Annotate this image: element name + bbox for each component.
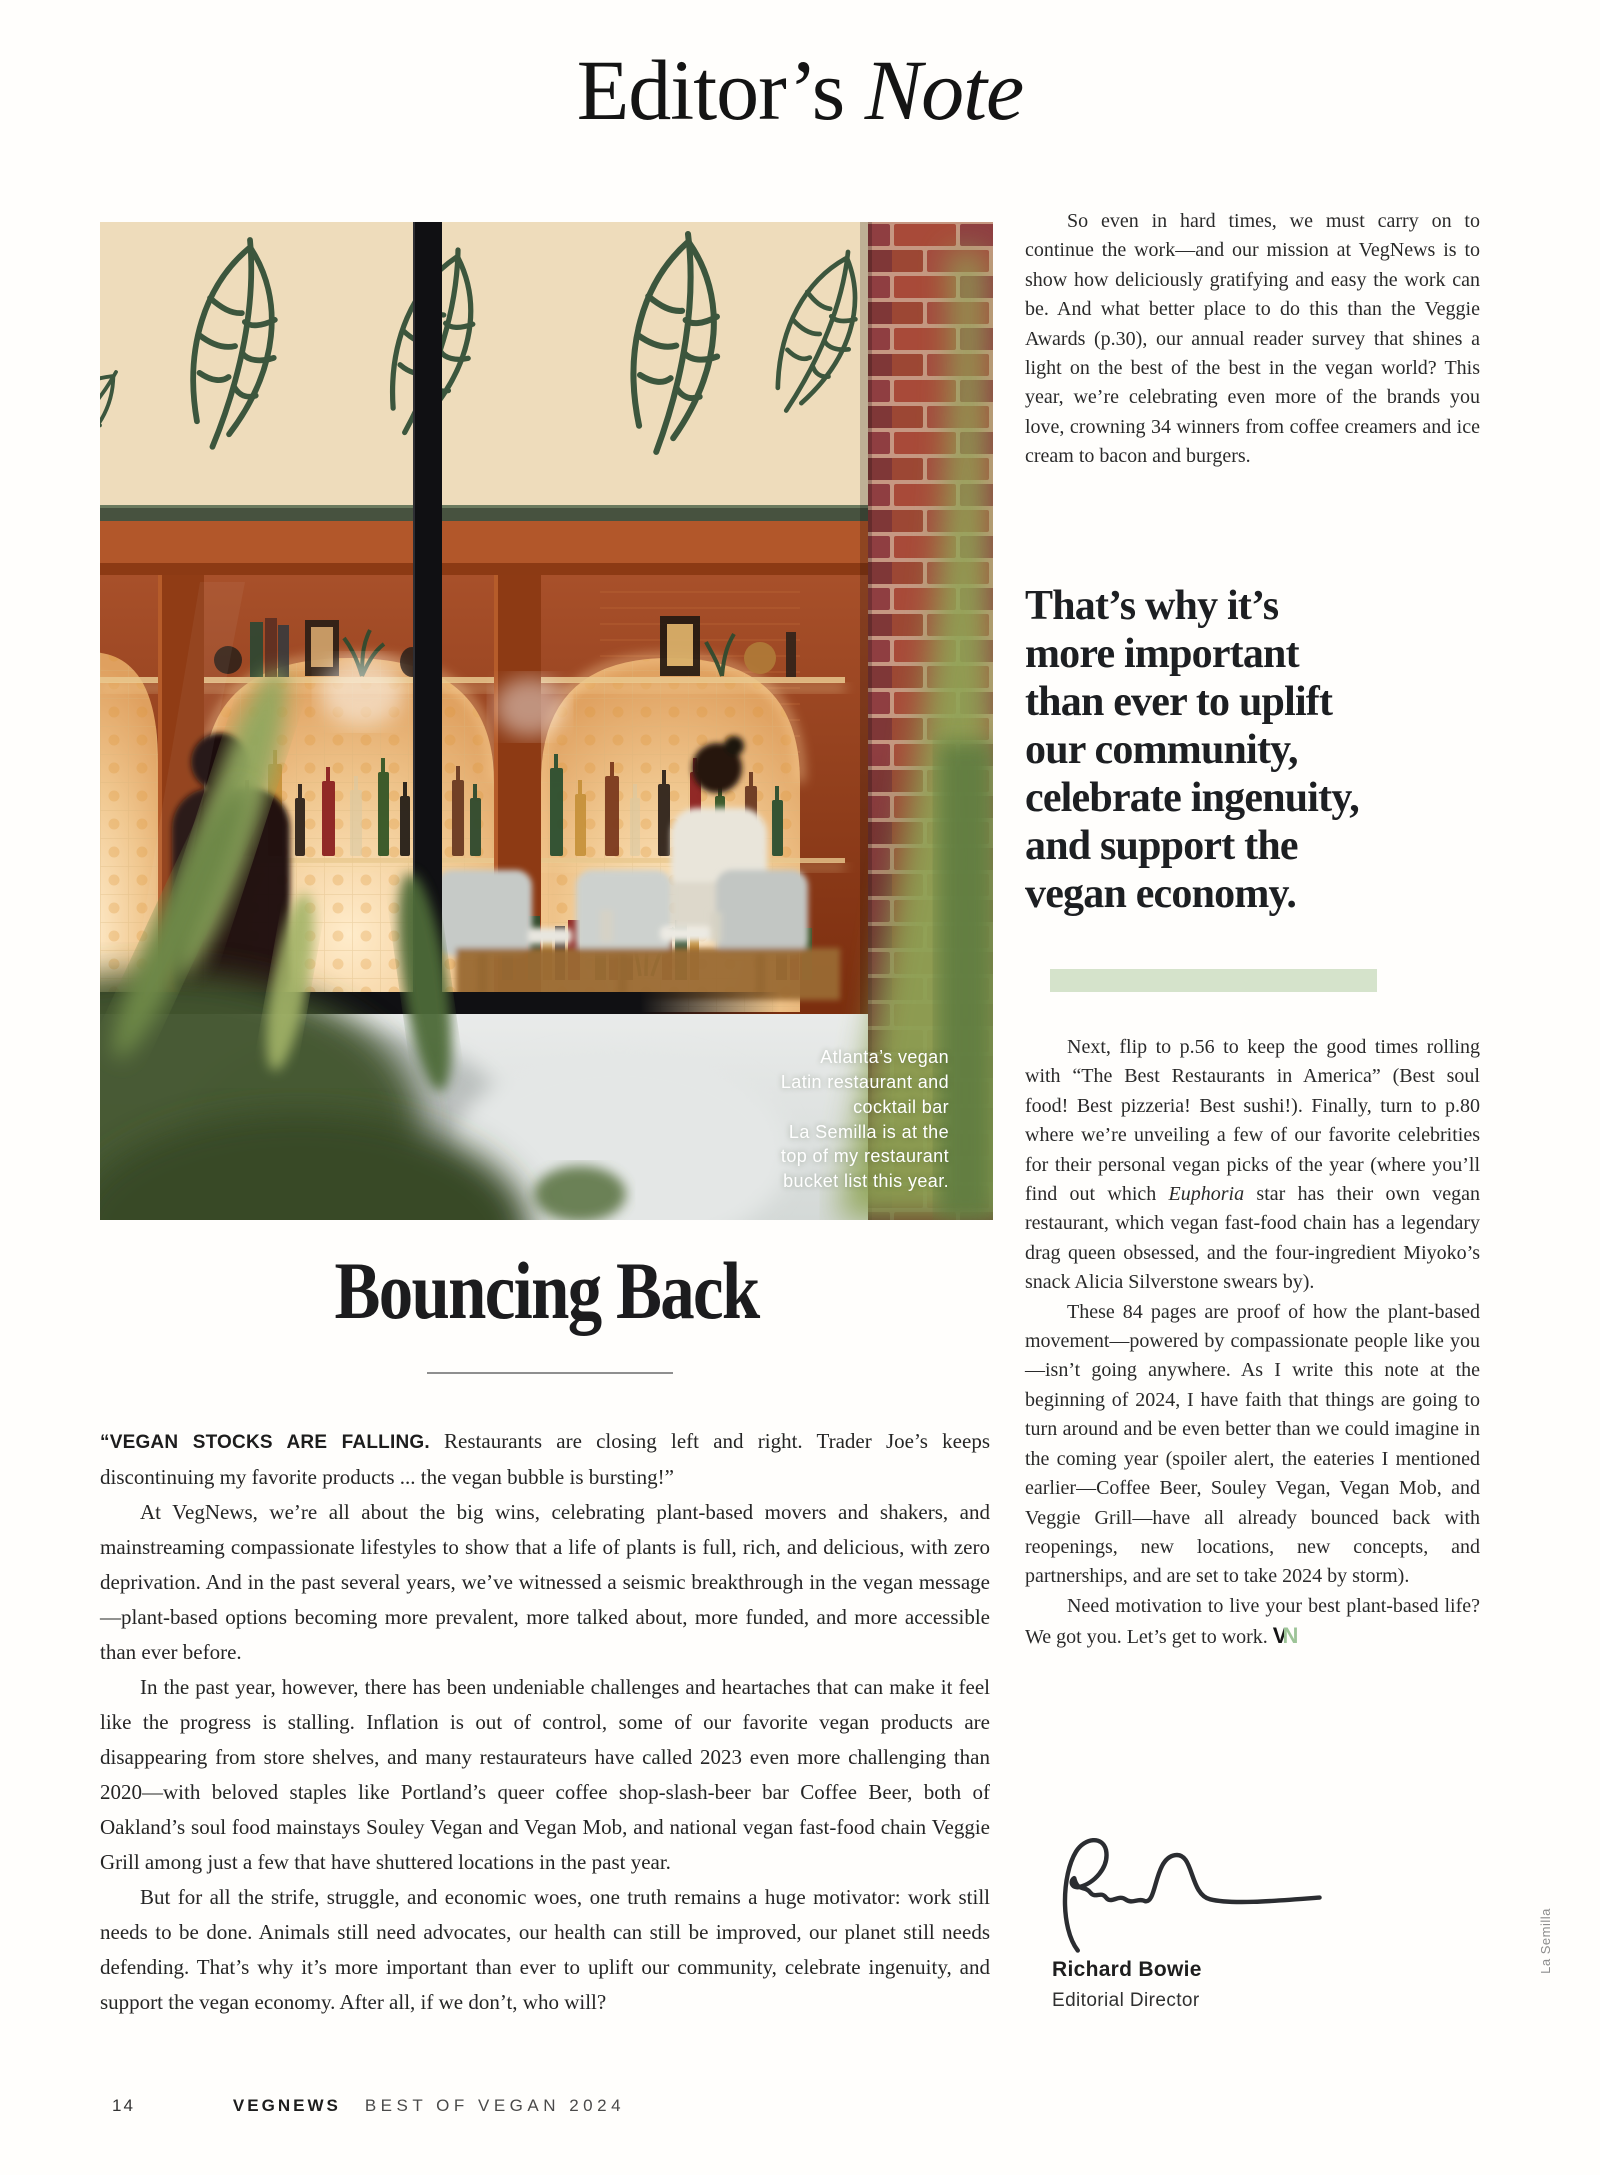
right-column-body: [1025, 1033, 1480, 1653]
caption-line: Atlanta’s vegan: [820, 1047, 949, 1068]
vegnews-logo: [1273, 1623, 1299, 1648]
article-headline: Bouncing Back: [334, 1245, 759, 1336]
headline-rule: [427, 1372, 673, 1374]
caption-line: top of my restaurant: [780, 1146, 949, 1167]
paragraph-text: Next, flip to p.56 to keep the good times rolling with “The Best Restaurants in America” (Best soul food! Best pizzeria! Best sushi!). Finally, turn to p.80 where we’re unveiling a few of our favorite celebrities for their personal vegan picks of the year (where you’ll find out which: [1025, 1036, 1480, 1206]
photo-credit-vertical: La Semilla: [1538, 1908, 1553, 1974]
footer-page-number: 14: [112, 2096, 135, 2115]
article-paragraph: But for all the strife, struggle, and economic woes, one truth remains a huge motivator: work still needs to be done. Animals still need advocates, our health can still be improved, our planet still needs defending. That’s why it’s more important than ever to uplift our community, celebrate ingenuity, and support the vegan economy. After all, if we don’t, who will?: [100, 1885, 990, 2014]
caption-line: bucket list this year.: [783, 1171, 949, 1192]
accent-bar: [1050, 969, 1377, 992]
right-paragraph: These 84 pages are proof of how the plant-based movement—powered by compassionate people like you—isn’t going anywhere. As I write this note at the beginning of 2024, I have faith that things are going to turn around and be even better than we could imagine in the coming year (spoiler alert, the eateries I mentioned earlier—Coffee Beer, Souley Vegan, Vegan Mob, and Veggie Grill—have all already bounced back with reopenings, new locations, new concepts, and partnerships, and are set to take 2024 by storm).: [1025, 1300, 1480, 1588]
pull-quote-line: our community,: [1025, 727, 1298, 773]
right-paragraph: [1025, 1592, 1480, 1653]
right-paragraph: So even in hard times, we must carry on to continue the work—and our mission at VegNews is to show how deliciously gratifying and easy the work can be. And what better place to do this than the Veggie Awards (p.30), our annual reader survey that shines a light on the best of the best in the vegan world? This year, we’re celebrating even more of the brands you love, crowning 34 winners from coffee creamers and ice cream to bacon and burgers.: [1025, 210, 1480, 468]
article-body: [100, 1424, 990, 2020]
caption-line: Latin restaurant and: [780, 1072, 949, 1093]
lead-in-text: “VEGAN STOCKS ARE FALLING.: [100, 1432, 430, 1453]
pull-quote-line: than ever to uplift: [1025, 679, 1333, 725]
bar-seating: [436, 870, 840, 1000]
pull-quote-line: That’s why it’s: [1025, 583, 1279, 629]
page-footer: [112, 2096, 625, 2116]
page-title: [0, 40, 1600, 140]
signature-flourish: [1046, 1828, 1346, 1953]
vegnews-logo-n: N: [1282, 1623, 1299, 1649]
photo-caption: [781, 1045, 949, 1194]
article-paragraph-lead: [100, 1424, 990, 1495]
right-paragraph: [1025, 1033, 1480, 1298]
italic-title: Euphoria: [1168, 1183, 1245, 1206]
page-title-main: Editor’s: [576, 42, 845, 138]
signature-role: Editorial Director: [1052, 1990, 1200, 2011]
paragraph-text: star has their own vegan restaurant, which vegan fast-food chain has a legendary drag queen obsessed, and the four-ingredient Miyoko’s snack Alicia Silverstone swears by).: [1025, 1183, 1480, 1294]
caption-line: La Semilla is at the: [788, 1121, 949, 1142]
right-column-intro: [1025, 207, 1480, 472]
pull-quote-line: vegan economy.: [1025, 871, 1297, 917]
vegnews-logo-v: V: [1272, 1623, 1283, 1649]
footer-issue-name: BEST OF VEGAN 2024: [364, 2096, 626, 2115]
footer-magazine-name: VEGNEWS: [232, 2096, 341, 2115]
paragraph-text: Need motivation to live your best plant-based life? We got you. Let’s get to work.: [1025, 1594, 1480, 1649]
signature-name: Richard Bowie: [1052, 1958, 1202, 1981]
article-paragraph: In the past year, however, there has been undeniable challenges and heartaches that can make it feel like the progress is stalling. Inflation is out of control, some of our favorite vegan products are disappearing from store shelves, and many restaurateurs have called 2023 even more challenging than 2020—with beloved staples like Portland’s queer coffee shop-slash-beer bar Coffee Beer, both of Oakland’s soul food mainstays Souley Vegan and Vegan Mob, and national vegan fast-food chain Veggie Grill among just a few that have shuttered locations in the past year.: [100, 1675, 990, 1874]
lead-rest-text: Restaurants are closing left and right. Trader Joe’s keeps discontinuing my favorite products ... the vegan bubble is bursting!”: [100, 1429, 990, 1489]
article-paragraph: At VegNews, we’re all about the big wins, celebrating plant-based movers and shakers, and mainstreaming compassionate lifestyles to show that a life of plants is full, rich, and delicious, with zero deprivation. And in the past several years, we’ve witnessed a seismic breakthrough in the vegan message—plant-based options becoming more prevalent, more talked about, more funded, and more accessible than ever before.: [100, 1500, 990, 1664]
pull-quote-line: celebrate ingenuity,: [1025, 775, 1359, 821]
pull-quote-line: and support the: [1025, 823, 1298, 869]
page-title-accent: Note: [864, 42, 1024, 138]
hero-photo: [100, 222, 993, 1220]
pull-quote-line: more important: [1025, 631, 1299, 677]
pull-quote: [1025, 582, 1495, 918]
caption-line: cocktail bar: [853, 1096, 949, 1117]
